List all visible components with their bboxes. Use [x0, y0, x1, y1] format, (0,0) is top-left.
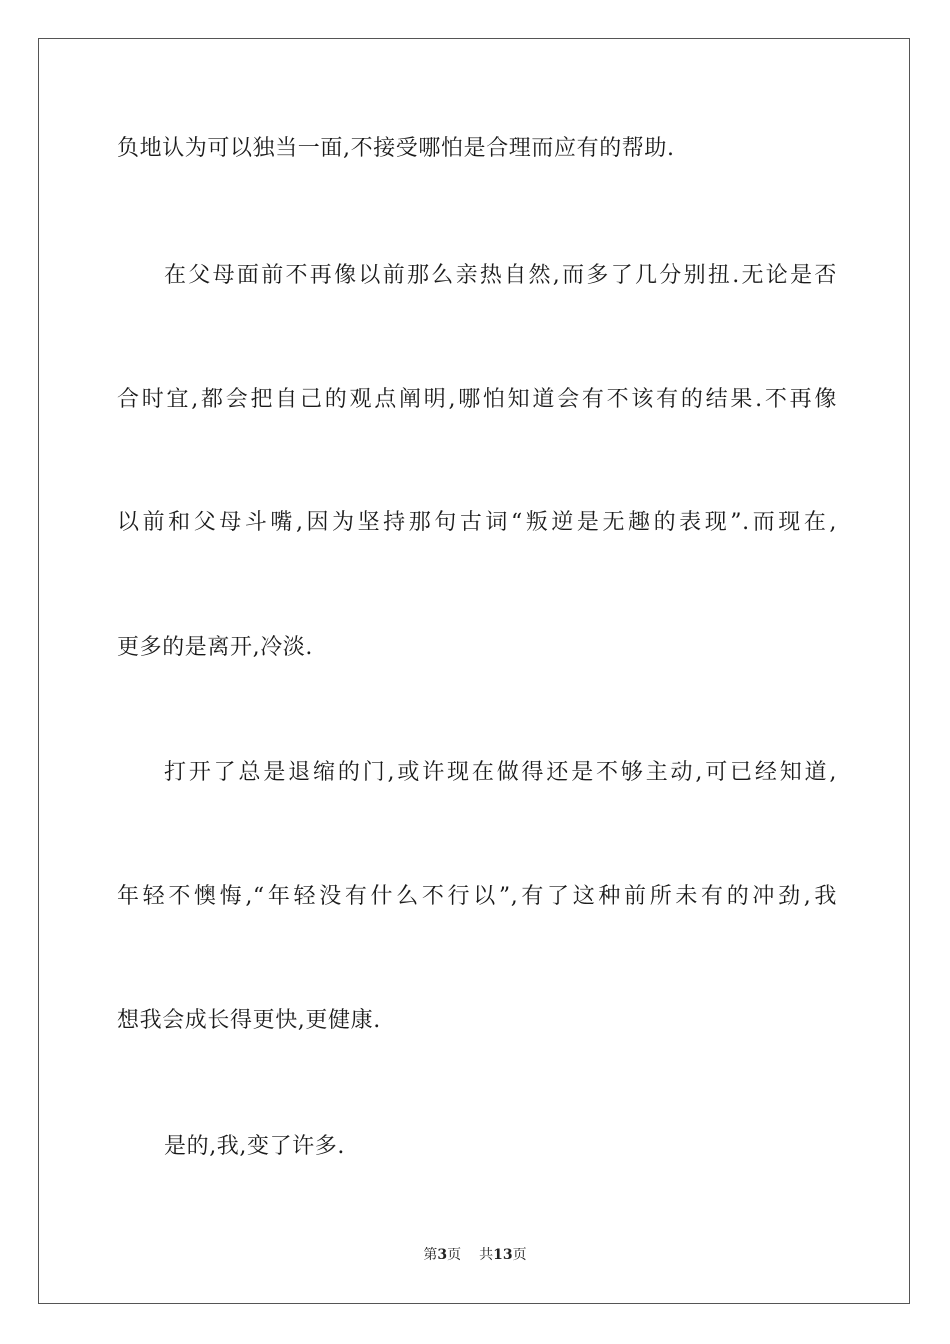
- footer-page-number: 3: [437, 1247, 448, 1263]
- paragraph-line-6: 打开了总是退缩的门,或许现在做得还是不够主动,可已经知道,: [164, 760, 837, 785]
- paragraph-line-1: 负地认为可以独当一面,不接受哪怕是合理而应有的帮助.: [117, 136, 675, 161]
- paragraph-line-2: 在父母面前不再像以前那么亲热自然,而多了几分别扭.无论是否: [164, 263, 837, 288]
- paragraph-line-8: 想我会成长得更快,更健康.: [117, 1008, 381, 1033]
- paragraph-line-4: 以前和父母斗嘴,因为坚持那句古词“叛逆是无趣的表现”.而现在,: [117, 510, 837, 535]
- paragraph-line-7: 年轻不懊悔,“年轻没有什么不行以”,有了这种前所未有的冲劲,我: [117, 884, 837, 909]
- footer-total-suffix: 页: [512, 1247, 527, 1263]
- page-border: [38, 38, 910, 1304]
- paragraph-line-5: 更多的是离开,冷淡.: [117, 635, 313, 660]
- footer-total-prefix: 共: [479, 1247, 494, 1263]
- paragraph-line-3: 合时宜,都会把自己的观点阐明,哪怕知道会有不该有的结果.不再像: [117, 387, 837, 412]
- page-footer: [0, 1246, 950, 1264]
- footer-page-suffix: 页: [447, 1247, 462, 1263]
- footer-page-prefix: 第: [423, 1247, 438, 1263]
- paragraph-line-9: 是的,我,变了许多.: [164, 1134, 345, 1159]
- footer-total-pages: 13: [493, 1247, 513, 1263]
